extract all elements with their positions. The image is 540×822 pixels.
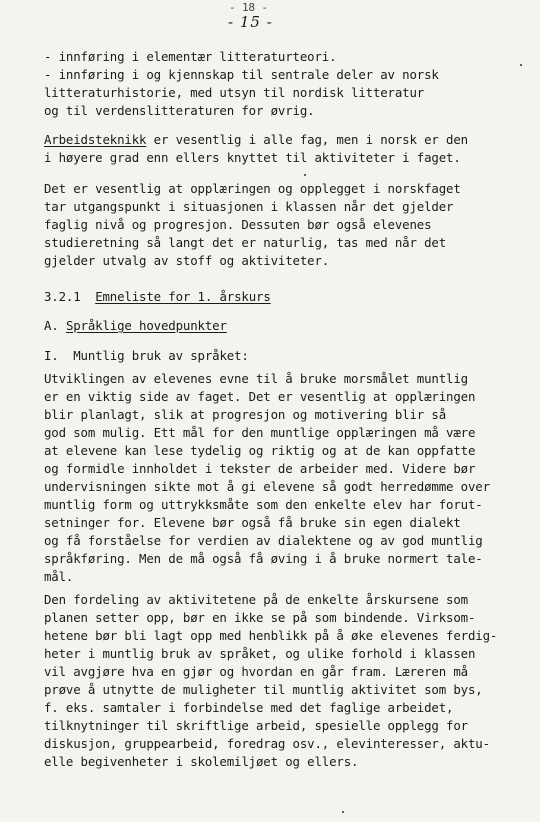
paragraph-line: tilknytninger til skriftlige arbeid, spesielle opplegg for xyxy=(44,718,468,733)
paragraph-line: planen setter opp, bør en ikke se på som bindende. Virksom- xyxy=(44,610,476,625)
paragraph-line: og få forståelse for verdien av dialektene og av god muntlig xyxy=(44,533,483,548)
paragraph-line: elle begivenheter i skolemiljøet og ellers. xyxy=(44,754,359,769)
paragraph-line: muntlig form og uttrykksmåte som den enkelte elev har forut- xyxy=(44,497,483,512)
paragraph-line: at elevene kan lese tydelig og riktig og at de kan oppfatte xyxy=(44,443,476,458)
subsection-heading xyxy=(44,319,227,333)
item-title: Muntlig bruk av språket: xyxy=(73,348,249,363)
paragraph-line: vil avgjøre hva en gjør og hvordan en går fram. Læreren må xyxy=(44,664,468,679)
paragraph-line: heter i muntlig bruk av språket, og ulike forhold i klassen xyxy=(44,646,476,661)
underlined-term: Arbeidsteknikk xyxy=(44,132,147,147)
paragraph-line: tar utgangspunkt i situasjonen i klassen når det gjelder xyxy=(44,199,454,214)
paragraph-line: Det er vesentlig at opplæringen og opplegget i norskfaget xyxy=(44,181,461,196)
paragraph-line: språkføring. Men de må også få øving i å bruke normert tale- xyxy=(44,551,483,566)
paragraph-line: setninger for. Elevene bør også få bruke sin egen dialekt xyxy=(44,515,461,530)
subsection-title: Språklige hovedpunkter xyxy=(65,318,227,333)
paragraph-line: f. eks. samtaler i forbindelse med det faglige arbeidet, xyxy=(44,700,454,715)
paragraph-line: i høyere grad enn ellers knyttet til aktiviteter i faget. xyxy=(44,150,461,165)
paragraph-line xyxy=(44,133,468,147)
scan-speck xyxy=(342,811,344,813)
section-number: 3.2.1 xyxy=(44,289,81,304)
paragraph-line: studieretning så langt det er naturlig, tas med når det xyxy=(44,235,447,250)
paragraph-line: hetene bør bli lagt opp med henblikk på å øke elevenes ferdig- xyxy=(44,628,498,643)
paragraph-line: undervisningen sikte mot å gi elevene så godt herredømme over xyxy=(44,479,490,494)
item-number: I. xyxy=(44,348,59,363)
paragraph-line: Den fordeling av aktivitetene på de enkelte årskursene som xyxy=(44,592,468,607)
paragraph-line: er en viktig side av faget. Det er vesentlig at opplæringen xyxy=(44,389,476,404)
bullet-item-continuation: litteraturhistorie, med utsyn til nordisk litteratur xyxy=(44,85,425,100)
section-title: Emneliste for 1. årskurs xyxy=(95,289,271,304)
paragraph-line: faglig nivå og progresjon. Dessuten bør også elevenes xyxy=(44,217,432,232)
paragraph-line: god som mulig. Ett mål for den muntlige opplæringen må være xyxy=(44,425,476,440)
paragraph-line: Utviklingen av elevenes evne til å bruke morsmålet muntlig xyxy=(44,371,468,386)
paragraph-line: gjelder utvalg av stoff og aktiviteter. xyxy=(44,253,330,268)
paragraph-text: er vesentlig i alle fag, men i norsk er den xyxy=(146,132,468,147)
page-number-handwritten: - 15 - xyxy=(228,13,273,31)
subsection-letter: A. xyxy=(44,318,59,333)
paragraph-line: prøve å utnytte de muligheter til muntlig aktivitet som bys, xyxy=(44,682,483,697)
scan-speck xyxy=(304,174,306,176)
page-number-typed: - 18 - xyxy=(229,1,268,14)
bullet-item-continuation: og til verdenslitteraturen for øvrig. xyxy=(44,103,315,118)
item-heading xyxy=(44,349,249,363)
paragraph-line: mål. xyxy=(44,569,74,584)
scan-speck xyxy=(520,64,522,66)
paragraph-line: blir planlagt, slik at progresjon og motivering blir så xyxy=(44,407,447,422)
bullet-item: - innføring i og kjennskap til sentrale deler av norsk xyxy=(44,67,439,82)
bullet-item: - innføring i elementær litteraturteori. xyxy=(44,49,337,64)
paragraph-line: diskusjon, gruppearbeid, foredrag osv., elevinteresser, aktu- xyxy=(44,736,490,751)
paragraph-line: og formidle innholdet i tekster de arbeider med. Videre bør xyxy=(44,461,476,476)
section-heading xyxy=(44,290,271,304)
